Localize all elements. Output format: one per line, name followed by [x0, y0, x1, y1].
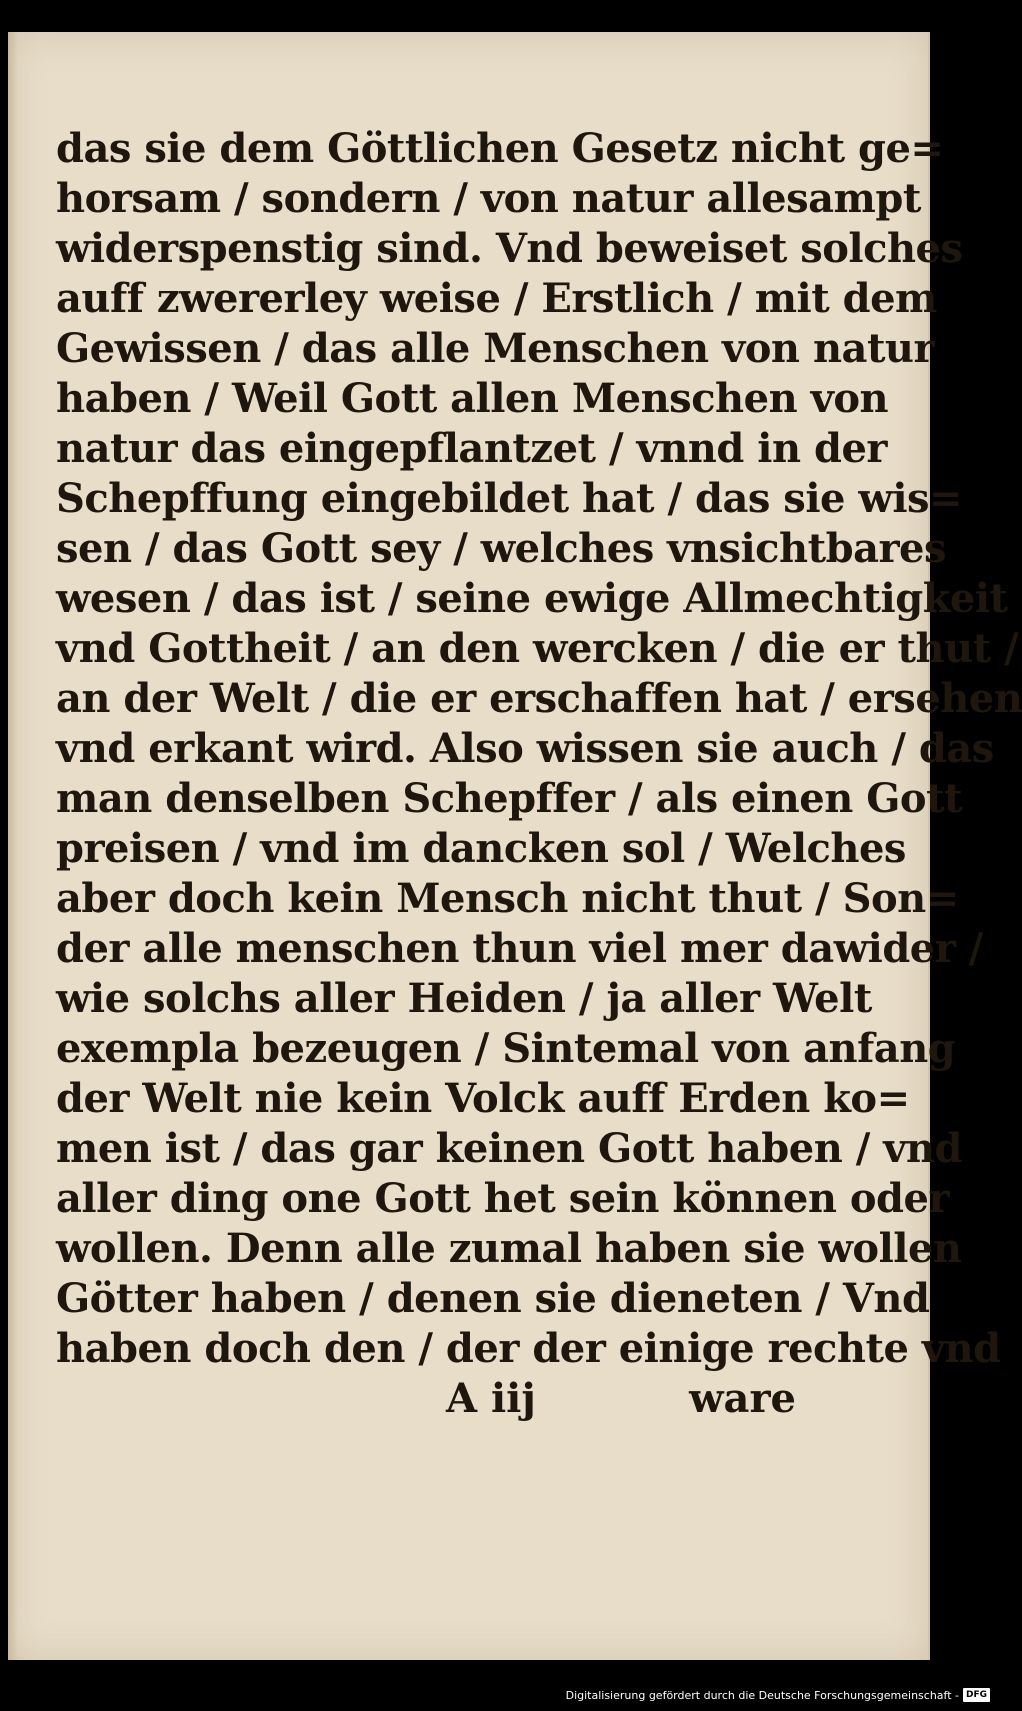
text-line: natur das eingepflantzet / vnnd in der	[56, 425, 887, 472]
text-line: auff zwererley weise / Erstlich / mit dem	[56, 275, 937, 322]
text-line: vnd erkant wird. Also wissen sie auch / das	[56, 725, 994, 772]
text-line: horsam / sondern / von natur allesampt	[56, 175, 921, 222]
text-line: an der Welt / die er erschaffen hat / ersehen	[56, 675, 1022, 722]
text-line: aller ding one Gott het sein können oder	[56, 1175, 950, 1222]
credit-text: Digitalisierung gefördert durch die Deutsche Forschungsgemeinschaft -	[565, 1688, 959, 1702]
text-line: Götter haben / denen sie dieneten / Vnd	[56, 1275, 930, 1322]
catchword: ware	[689, 1375, 796, 1422]
page-text-block	[56, 124, 1022, 1374]
text-line: wollen. Denn alle zumal haben sie wollen	[56, 1225, 962, 1272]
text-line: das sie dem Göttlichen Gesetz nicht ge=	[56, 125, 944, 172]
text-line: der alle menschen thun viel mer dawider /	[56, 925, 983, 972]
page-gutter-shadow	[8, 32, 18, 1660]
text-line: Gewissen / das alle Menschen von natur	[56, 325, 935, 372]
text-line: Schepffung eingebildet hat / das sie wis=	[56, 475, 963, 522]
text-line: wie solchs aller Heiden / ja aller Welt	[56, 975, 872, 1022]
text-line: exempla bezeugen / Sintemal von anfang	[56, 1025, 956, 1072]
text-line: man denselben Schepffer / als einen Gott	[56, 775, 963, 822]
text-line: haben / Weil Gott allen Menschen von	[56, 375, 889, 422]
text-line: men ist / das gar keinen Gott haben / vnd	[56, 1125, 963, 1172]
text-line: aber doch kein Mensch nicht thut / Son=	[56, 875, 959, 922]
digitization-credit	[566, 1685, 990, 1705]
page-footer	[56, 1374, 796, 1424]
signature-mark: A iij	[446, 1375, 536, 1422]
text-line: widerspenstig sind. Vnd beweiset solches	[56, 225, 963, 272]
text-line: der Welt nie kein Volck auff Erden ko=	[56, 1075, 910, 1122]
text-line: haben doch den / der der einige rechte vnd	[56, 1325, 1001, 1372]
book-page	[8, 32, 1022, 1660]
text-line: preisen / vnd im dancken sol / Welches	[56, 825, 906, 872]
text-line: vnd Gottheit / an den wercken / die er thut /	[56, 625, 1019, 672]
text-line: sen / das Gott sey / welches vnsichtbares	[56, 525, 947, 572]
dfg-logo: DFG	[963, 1688, 990, 1702]
text-line: wesen / das ist / seine ewige Allmechtigkeit	[56, 575, 1008, 622]
